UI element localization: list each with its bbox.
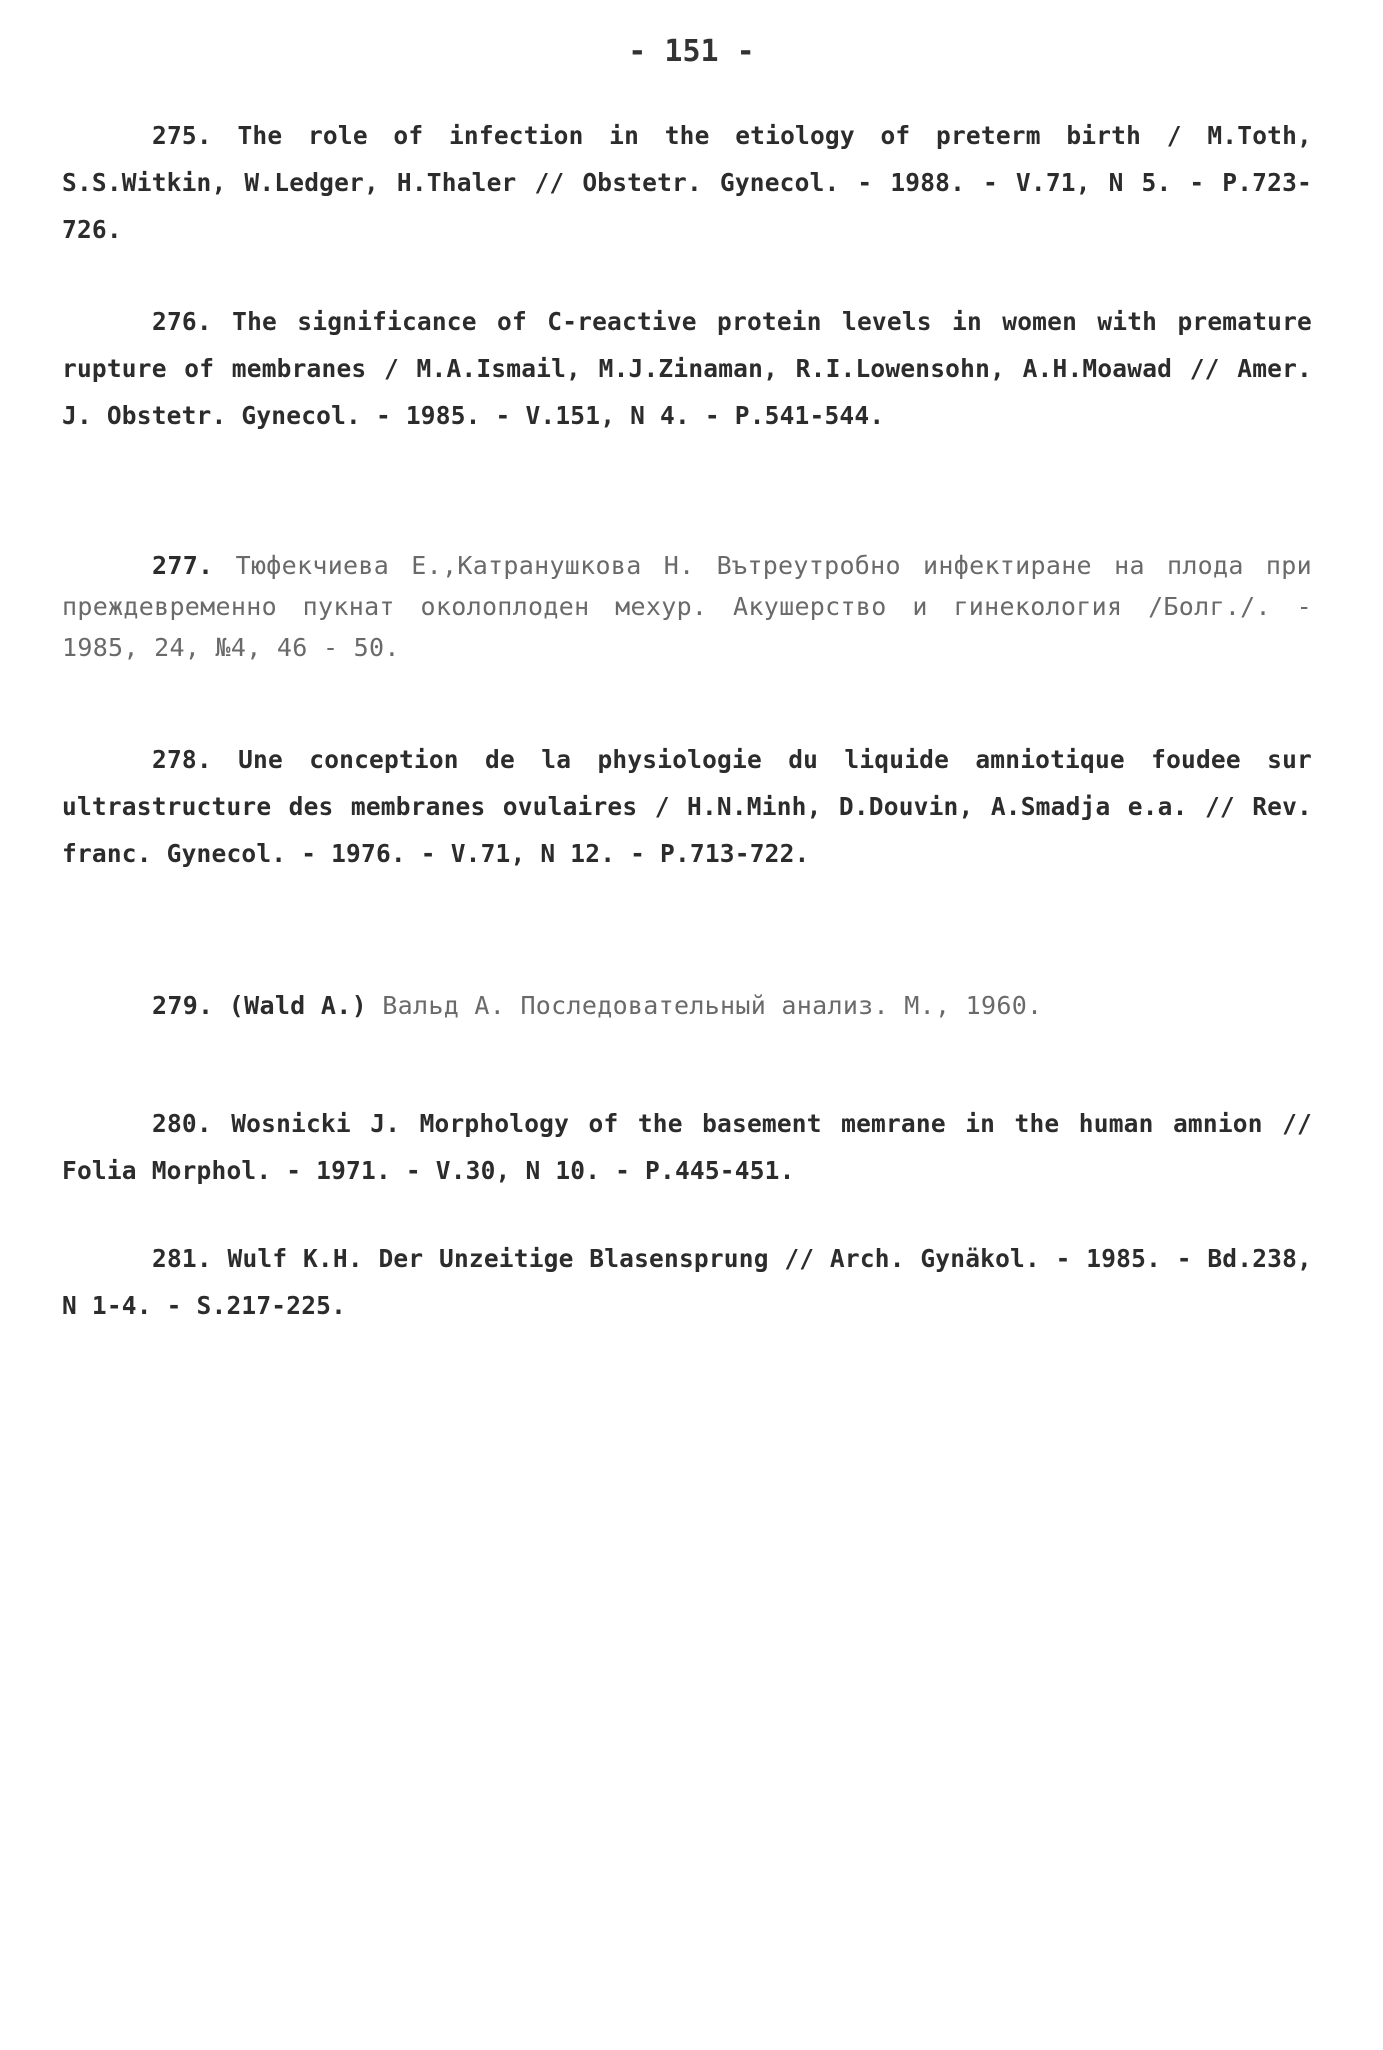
reference-number: 280. [152,1109,212,1138]
reference-276 [62,298,1312,439]
reference-278 [62,736,1312,877]
reference-text: Wulf K.H. Der Unzeitige Blasensprung // Arch. Gynäkol. - 1985. - Bd.238, N 1-4. - S.217-225. [62,1244,1312,1320]
reference-277 [62,545,1312,668]
reference-original-author: (Wald A.) [228,991,367,1020]
reference-text: Wosnicki J. Morphology of the basement memrane in the human amnion // Folia Morphol. - 1971. - V.30, N 10. - P.445-451. [62,1109,1312,1185]
reference-text: The significance of C-reactive protein levels in women with premature rupture of membranes / M.A.Ismail, M.J.Zinaman, R.I.Lowensohn, A.H.Moawad // Amer. J. Obstetr. Gynecol. - 1985. - V.151, N 4. - P.541-544. [62,307,1312,430]
reference-279 [62,985,1312,1026]
reference-number: 276. [152,307,212,336]
reference-text: Тюфекчиева Е.,Катранушкова Н. Вътреутробно инфектиране на плода при преждевременно пукнат околоплоден мехур. Акушерство и гинекология /Болг./. - 1985, 24, №4, 46 - 50. [62,551,1312,662]
reference-number: 279. [152,991,214,1020]
reference-text: The role of infection in the etiology of preterm birth / M.Toth, S.S.Witkin, W.Ledger, H.Thaler // Obstetr. Gynecol. - 1988. - V.71, N 5. - P.723-726. [62,121,1312,244]
reference-280 [62,1100,1312,1194]
reference-number: 281. [152,1244,212,1273]
reference-text: Вальд А. Последовательный анализ. М., 1960. [382,991,1043,1020]
reference-text: Une conception de la physiologie du liquide amniotique foudee sur ultrastructure des membranes ovulaires / H.N.Minh, D.Douvin, A.Smadja e.a. // Rev. franc. Gynecol. - 1976. - V.71, N 12. - P.713-722. [62,745,1312,868]
reference-number: 275. [152,121,212,150]
reference-number: 277. [152,551,214,580]
reference-281 [62,1235,1312,1329]
reference-number: 278. [152,745,212,774]
page-number: - 151 - [628,34,755,69]
reference-275 [62,112,1312,253]
